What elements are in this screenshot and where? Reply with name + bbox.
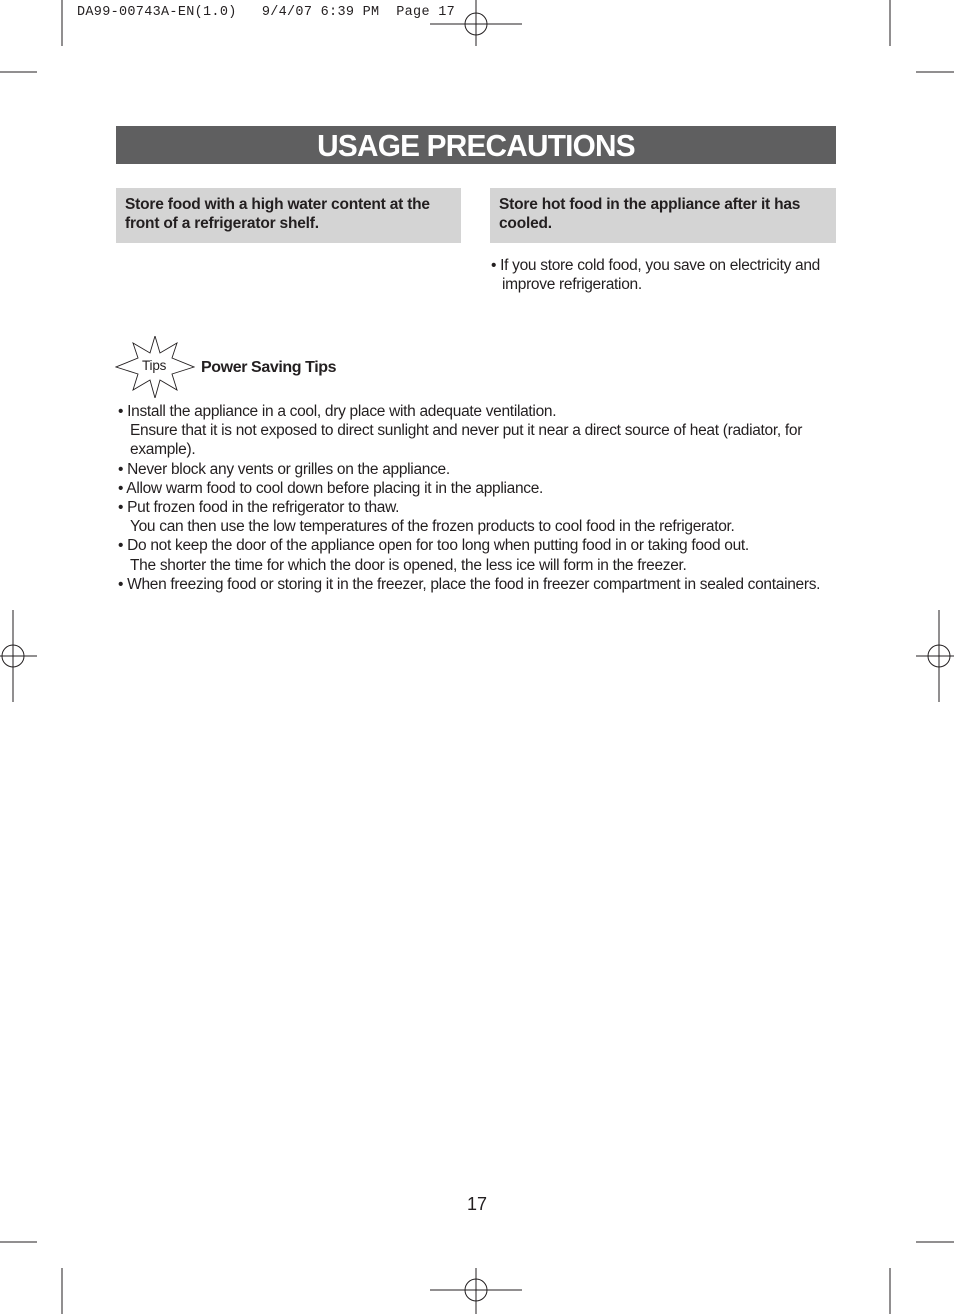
tip-text: • Install the appliance in a cool, dry place with adequate ventilation. <box>118 403 557 420</box>
list-item <box>118 460 828 479</box>
tip-text: • When freezing food or storing it in the freezer, place the food in freezer compartment in sealed containers. <box>118 575 821 593</box>
list-item: • If you store cold food, you save on electricity and improve refrigeration. <box>491 257 820 293</box>
list-item <box>118 536 828 574</box>
power-saving-tips-list <box>118 402 828 594</box>
print-slug: DA99-00743A-EN(1.0) 9/4/07 6:39 PM Page 17 <box>77 5 456 20</box>
tips-badge <box>115 336 195 398</box>
tip-text: • Put frozen food in the refrigerator to thaw. <box>118 499 400 517</box>
tip-text: • Allow warm food to cool down before placing it in the appliance. <box>118 479 544 497</box>
tips-heading: Power Saving Tips <box>201 359 337 376</box>
tip-continuation: You can then use the low temperatures of the frozen products to cool food in the refrigerator. <box>130 518 735 536</box>
tip-continuation: Ensure that it is not exposed to direct sunlight and never put it near a direct source of heat (radiator, for example). <box>130 422 803 459</box>
tip-text: • Do not keep the door of the appliance open for too long when putting food in or taking food out. <box>118 537 749 555</box>
registration-mark-top <box>430 0 522 46</box>
tip-text: • Never block any vents or grilles on the appliance. <box>118 460 450 478</box>
registration-mark-bottom <box>430 1268 522 1314</box>
hot-food-notes <box>491 256 841 294</box>
list-item <box>118 498 828 536</box>
list-item <box>118 402 828 460</box>
page-title: USAGE PRECAUTIONS <box>317 128 635 163</box>
tip-continuation: The shorter the time for which the door is opened, the less ice will form in the freezer. <box>130 556 687 574</box>
registration-mark-left <box>0 610 37 702</box>
list-item <box>118 479 828 498</box>
tips-label: Tips <box>142 358 167 373</box>
registration-mark-right <box>916 610 954 702</box>
title-bar <box>116 126 836 164</box>
precaution-box-hot-food: Store hot food in the appliance after it has cooled. <box>490 188 836 243</box>
list-item <box>118 575 828 594</box>
precaution-box-water-content: Store food with a high water content at the front of a refrigerator shelf. <box>116 188 461 243</box>
page-number: 17 <box>466 1194 488 1214</box>
